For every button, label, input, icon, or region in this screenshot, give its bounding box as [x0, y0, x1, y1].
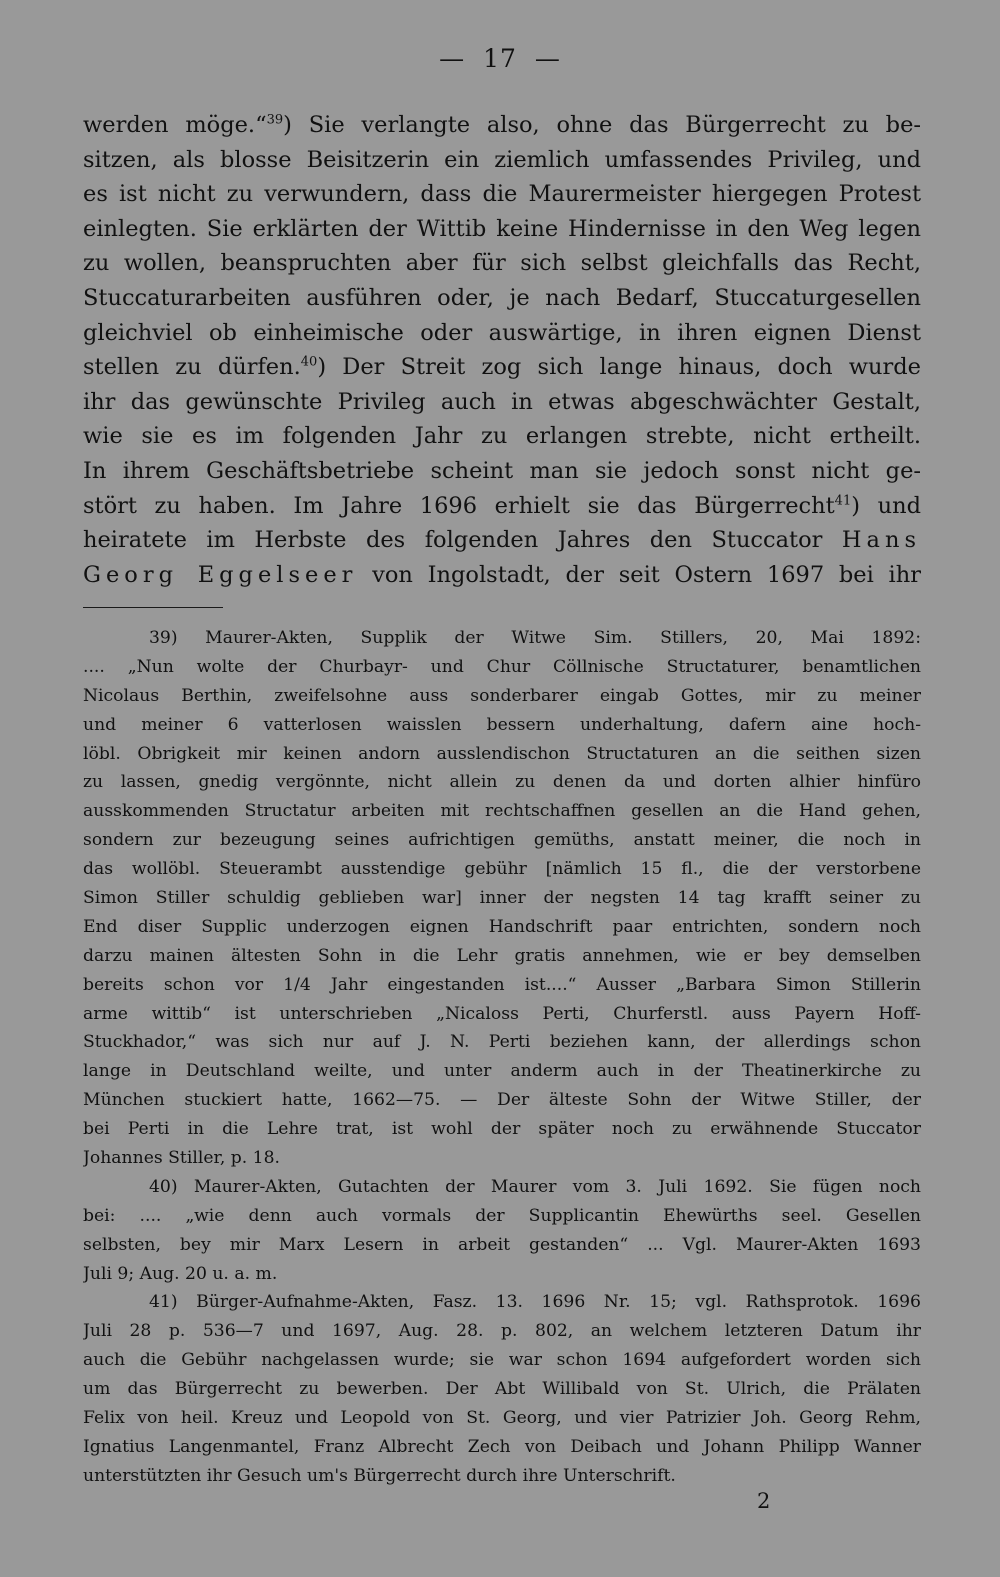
footnote-line: Ignatius Langenmantel, Franz Albrecht Zech von Deibach und Johann Philipp Wanner	[83, 1436, 921, 1457]
footnote-line: bereits schon vor 1/4 Jahr eingestanden ist....“ Ausser „Barbara Simon Stillerin	[83, 974, 921, 995]
footnote-line: Felix von heil. Kreuz und Leopold von St. Georg, und vier Patrizier Joh. Georg Rehm,	[83, 1408, 921, 1429]
body-line	[83, 385, 921, 420]
body-line	[83, 489, 921, 524]
page-number: 17	[483, 44, 517, 73]
footnote-line: ausskommenden Structatur arbeiten mit rechtschaffnen gesellen an die Hand gehen,	[83, 801, 921, 822]
body-line	[83, 523, 921, 558]
body-line	[83, 419, 921, 454]
body-line-text: einlegten. Sie erklärten der Wittib keine Hindernisse in den Weg legen	[83, 215, 921, 242]
footnote-line: Johannes Stiller, p. 18.	[83, 1148, 281, 1169]
footnote-line: und meiner 6 vatterlosen waisslen bessern underhaltung, dafern aine hoch-	[83, 714, 921, 735]
body-line-text: Stuccaturarbeiten ausführen oder, je nach Bedarf, Stuccaturgesellen	[83, 284, 921, 311]
footnote-line: arme wittib“ ist unterschrieben „Nicaloss Perti, Churferstl. auss Payern Hoff-	[83, 1003, 921, 1024]
body-line-text: heiratete im Herbste des folgenden Jahres den Stuccator	[83, 527, 823, 554]
footnote-line: unterstützten ihr Gesuch um's Bürgerrecht durch ihre Unterschrift.	[83, 1465, 676, 1486]
body-line-text: es ist nicht zu verwundern, dass die Maurermeister hiergegen Protest	[83, 181, 921, 208]
body-line	[83, 177, 921, 212]
footnote-line: zu lassen, gnedig vergönnte, nicht allein zu denen da und dorten alhier hinfüro	[83, 772, 921, 793]
footnote-line: selbsten, bey mir Marx Lesern in arbeit gestanden“ ... Vgl. Maurer-Akten 1693	[83, 1234, 921, 1255]
main-text-block	[83, 108, 921, 592]
footnote-line: End diser Supplic underzogen eignen Handschrift paar entrichten, sondern noch	[83, 916, 921, 937]
footnotes-block	[83, 624, 921, 1491]
footnote-ref: 40	[300, 354, 318, 370]
footnote-line: Nicolaus Berthin, zweifelsohne auss sonderbarer eingab Gottes, mir zu meiner	[83, 685, 921, 706]
body-line	[83, 454, 921, 489]
body-line-text: von Ingolstadt, der seit Ostern 1697 bei ihr	[357, 561, 921, 588]
signature-mark: 2	[757, 1489, 771, 1513]
footnote-line: Juli 9; Aug. 20 u. a. m.	[83, 1263, 278, 1284]
footnote-line: Stuckhador,“ was sich nur auf J. N. Perti beziehen kann, der allerdings schon	[83, 1032, 921, 1053]
body-line-text: ) Sie verlangte also, ohne das Bürgerrecht zu be-	[283, 112, 921, 138]
body-line-text: stellen zu dürfen.	[83, 354, 301, 381]
footnote-line: darzu mainen ältesten Sohn in die Lehr gratis annehmen, wie er bey demselben	[83, 945, 921, 966]
footnote-line: 41) Bürger-Aufnahme-Akten, Fasz. 13. 1696 Nr. 15; vgl. Rathsprotok. 1696	[149, 1292, 921, 1313]
header-dash-left: —	[439, 44, 466, 73]
footnote-line: 39) Maurer-Akten, Supplik der Witwe Sim. Stillers, 20, Mai 1892:	[149, 628, 921, 648]
body-line	[83, 246, 921, 281]
footnote-line: Simon Stiller schuldig geblieben war] inner der negsten 14 tag krafft seiner zu	[83, 888, 921, 909]
body-line-text: ihr das gewünschte Privileg auch in etwas abgeschwächter Gestalt,	[83, 388, 921, 415]
footnote-line: 40) Maurer-Akten, Gutachten der Maurer vom 3. Juli 1692. Sie fügen noch	[149, 1176, 921, 1197]
body-line-text: zu wollen, beanspruchten aber für sich selbst gleichfalls das Recht,	[83, 250, 921, 277]
footnote-line: bei Perti in die Lehre trat, ist wohl der später noch zu erwähnende Stuccator	[83, 1119, 921, 1140]
footnote-line: lange in Deutschland weilte, und unter anderm auch in der Theatinerkirche zu	[83, 1061, 921, 1082]
name-spaced: Georg Eggelseer	[83, 561, 358, 588]
body-line-text: werden möge.“	[83, 112, 267, 138]
footnote-line: Juli 28 p. 536—7 und 1697, Aug. 28. p. 802, an welchem letzteren Datum ihr	[83, 1321, 921, 1342]
body-line	[83, 558, 921, 593]
footnote-line: um das Bürgerrecht zu bewerben. Der Abt Willibald von St. Ulrich, die Prälaten	[83, 1379, 921, 1400]
body-line	[83, 108, 921, 143]
footnote-line: auch die Gebühr nachgelassen wurde; sie war schon 1694 aufgefordert worden sich	[83, 1350, 921, 1371]
footnote-line: sondern zur bezeugung seines aufrichtigen gemüths, anstatt meiner, die noch in	[83, 830, 921, 851]
body-line-text: ) und	[851, 492, 921, 519]
body-line-text: sitzen, als blosse Beisitzerin ein ziemlich umfassendes Privileg, und	[83, 146, 921, 173]
body-line	[83, 143, 921, 178]
body-line	[83, 350, 921, 385]
footnote-line: löbl. Obrigkeit mir keinen andorn ausslendischon Structaturen an die seithen sizen	[83, 743, 921, 764]
body-line-text: stört zu haben. Im Jahre 1696 erhielt sie das Bürgerrecht	[83, 492, 835, 519]
body-line-text: wie sie es im folgenden Jahr zu erlangen strebte, nicht ertheilt.	[83, 423, 921, 450]
footnote-rule	[83, 607, 223, 608]
footnote-ref: 41	[834, 493, 852, 509]
body-line-text: In ihrem Geschäftsbetriebe scheint man sie jedoch sonst nicht ge-	[83, 457, 921, 484]
footnote-line: .... „Nun wolte der Churbayr- und Chur Cöllnische Structaturer, benamtlichen	[83, 656, 921, 677]
footnote-ref: 39	[266, 112, 284, 128]
body-line	[83, 316, 921, 351]
body-line-text: gleichviel ob einheimische oder auswärtige, in ihren eignen Dienst	[83, 319, 921, 346]
body-line	[83, 281, 921, 316]
header-dash-right: —	[534, 44, 561, 73]
footnote-line: München stuckiert hatte, 1662—75. — Der älteste Sohn der Witwe Stiller, der	[83, 1090, 921, 1111]
body-line-text: ) Der Streit zog sich lange hinaus, doch wurde	[317, 354, 921, 381]
name-spaced: Hans	[841, 527, 921, 554]
footnote-line: bei: .... „wie denn auch vormals der Supplicantin Ehewürths seel. Gesellen	[83, 1205, 921, 1226]
page-header	[0, 44, 1000, 73]
body-line	[83, 212, 921, 247]
footnote-line: das wollöbl. Steuerambt ausstendige gebühr [nämlich 15 fl., die der verstorbene	[83, 859, 921, 880]
